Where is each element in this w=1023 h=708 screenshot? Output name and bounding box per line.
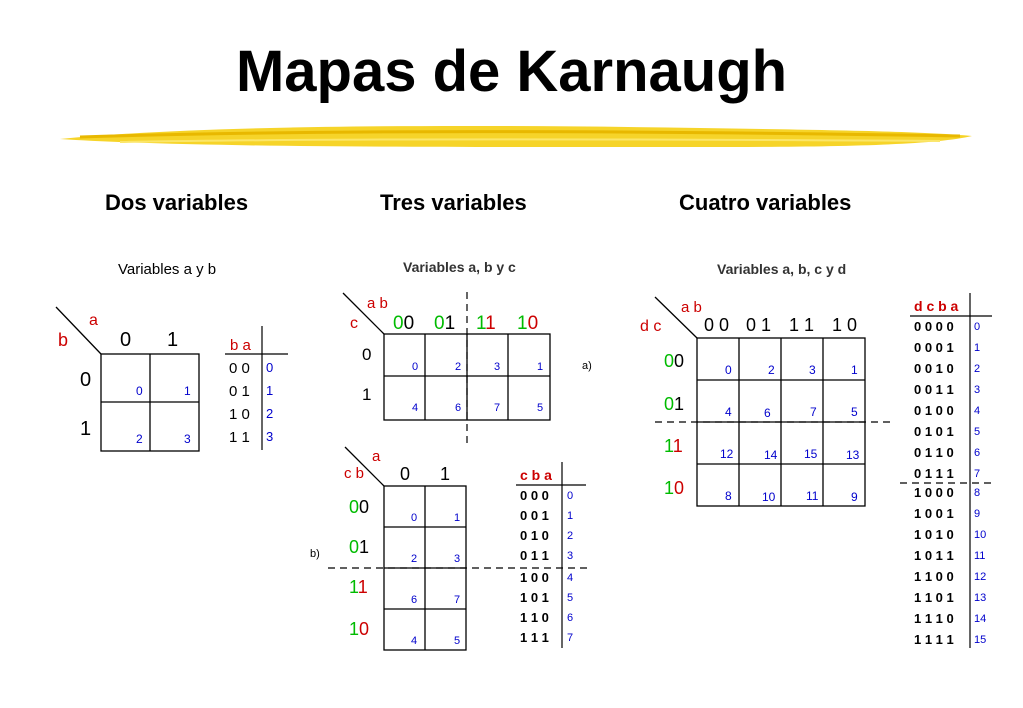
two-var-cell-index: 1 <box>184 384 191 398</box>
three-var-a-cell-index: 0 <box>412 361 419 373</box>
three-var-a-left-variable: c <box>350 315 358 332</box>
two-var-row-head: 0 <box>80 369 92 391</box>
four-var-cell-index: 8 <box>725 489 732 503</box>
four-var-cell-index: 4 <box>725 405 732 419</box>
three-var-a-col-head: 10 <box>517 313 539 334</box>
three-var-table-bits: 0 0 1 <box>520 508 549 523</box>
four-var-table-bits: 1 1 1 0 <box>914 611 954 626</box>
four-var-table-bits: 0 1 0 1 <box>914 424 954 439</box>
three-var-table-index: 5 <box>567 592 574 604</box>
four-var-table-bits: 0 1 1 0 <box>914 445 954 460</box>
four-var-top-variable: a b <box>681 299 702 316</box>
three-var-b-cell-index: 0 <box>411 512 418 524</box>
four-var-cell-index: 7 <box>810 405 817 419</box>
three-var-b-label: b) <box>310 548 320 560</box>
three-var-table-index: 0 <box>567 490 574 502</box>
four-var-table-index: 15 <box>974 634 987 646</box>
four-var-table-index: 13 <box>974 592 987 604</box>
two-var-left-variable: b <box>58 330 69 350</box>
four-var-table-index: 5 <box>974 426 981 438</box>
three-var-table-index: 1 <box>567 510 574 522</box>
four-var-row-head: 11 <box>664 436 683 456</box>
four-var-col-head: 0 1 <box>746 315 772 335</box>
three-var-b-cell-index: 5 <box>454 635 461 647</box>
four-var-table-bits: 0 0 0 1 <box>914 340 954 355</box>
two-var-col-head: 0 <box>120 329 132 351</box>
two-var-table-bits: 1 0 <box>229 406 250 423</box>
three-var-b-cell-index: 6 <box>411 594 418 606</box>
three-var-table-index: 7 <box>567 632 574 644</box>
header-four-variables: Cuatro variables <box>679 190 852 215</box>
four-var-cell-index: 15 <box>804 447 818 461</box>
two-var-table-index: 3 <box>266 429 274 444</box>
two-var-table-header: b a <box>230 337 251 354</box>
four-var-cell-index: 10 <box>762 490 776 504</box>
two-var-col-head: 1 <box>167 329 179 351</box>
four-var-cell-index: 0 <box>725 363 732 377</box>
four-var-table-index: 10 <box>974 529 987 541</box>
three-var-table-bits: 1 1 0 <box>520 610 549 625</box>
slide-title: Mapas de Karnaugh <box>235 39 788 104</box>
three-var-table-index: 4 <box>567 572 574 584</box>
four-var-row-head: 00 <box>664 351 685 371</box>
three-var-table-bits: 0 0 0 <box>520 488 549 503</box>
three-var-table-index: 3 <box>567 550 574 562</box>
three-var-a-label: a) <box>582 360 592 372</box>
three-var-b-cell-index: 7 <box>454 594 461 606</box>
three-var-a-row-head: 1 <box>362 385 372 404</box>
four-var-table-bits: 1 0 1 1 <box>914 548 954 563</box>
four-var-table-index: 11 <box>974 550 986 562</box>
three-var-a-top-variable: a b <box>367 295 388 312</box>
four-var-table-bits: 0 0 1 1 <box>914 382 954 397</box>
four-var-table-bits: 1 1 1 1 <box>914 632 954 647</box>
three-var-b-cell-index: 2 <box>411 553 418 565</box>
two-var-caption: Variables a y b <box>118 261 217 278</box>
three-var-a-col-head: 00 <box>393 313 415 334</box>
four-var-left-variable: d c <box>640 318 662 335</box>
four-var-col-head: 0 0 <box>704 315 730 335</box>
four-var-table-bits: 1 0 0 1 <box>914 506 954 521</box>
three-var-b-col-head: 0 <box>400 464 411 484</box>
three-var-a-row-head: 0 <box>362 345 372 364</box>
four-var-table-index: 3 <box>974 384 981 396</box>
four-var-table-index: 2 <box>974 363 981 375</box>
four-var-table-index: 4 <box>974 405 981 417</box>
three-var-a-cell-index: 6 <box>455 402 462 414</box>
four-var-cell-index: 3 <box>809 363 816 377</box>
three-var-a-cell-index: 2 <box>455 361 462 373</box>
three-var-b-top-variable: a <box>372 448 381 465</box>
header-three-variables: Tres variables <box>380 190 527 215</box>
three-var-table-bits: 1 1 1 <box>520 630 549 645</box>
three-var-b-cell-index: 1 <box>454 512 461 524</box>
four-var-table-bits: 1 0 1 0 <box>914 527 954 542</box>
three-var-b-row-head: 10 <box>349 619 370 639</box>
four-var-cell-index: 14 <box>764 448 778 462</box>
three-var-a-cell-index: 5 <box>537 402 544 414</box>
four-var-table-index: 6 <box>974 447 981 459</box>
four-var-cell-index: 6 <box>764 406 771 420</box>
four-var-table-bits: 1 1 0 1 <box>914 590 954 605</box>
four-var-table-bits: 0 1 0 0 <box>914 403 954 418</box>
three-var-table-header: c b a <box>520 467 552 483</box>
three-var-table-bits: 1 0 1 <box>520 590 549 605</box>
four-var-table-index: 12 <box>974 571 987 583</box>
three-var-table-bits: 0 1 0 <box>520 528 549 543</box>
three-var-a-cell-index: 7 <box>494 402 501 414</box>
four-var-table-index: 1 <box>974 342 981 354</box>
four-var-caption: Variables a, b, c y d <box>717 261 847 277</box>
two-var-table-index: 0 <box>266 360 274 375</box>
four-var-col-head: 1 0 <box>832 315 858 335</box>
four-var-row-head: 10 <box>664 478 685 498</box>
two-var-row-head: 1 <box>80 418 92 440</box>
two-var-cell-index: 3 <box>184 432 191 446</box>
four-var-table-index: 8 <box>974 487 981 499</box>
three-var-b-row-head: 00 <box>349 497 370 517</box>
four-var-cell-index: 13 <box>846 448 860 462</box>
three-var-table-index: 2 <box>567 530 574 542</box>
four-var-cell-index: 12 <box>720 447 734 461</box>
three-var-b-row-head: 01 <box>349 537 370 557</box>
three-var-a-col-head: 01 <box>434 313 456 334</box>
four-var-cell-index: 5 <box>851 405 858 419</box>
four-var-table-index: 0 <box>974 321 981 333</box>
three-var-b-cell-index: 4 <box>411 635 418 647</box>
three-var-a-cell-index: 1 <box>537 361 544 373</box>
three-var-table-bits: 1 0 0 <box>520 570 549 585</box>
four-var-cell-index: 9 <box>851 490 858 504</box>
two-var-cell-index: 2 <box>136 432 143 446</box>
four-var-cell-index: 2 <box>768 363 775 377</box>
three-var-a-cell-index: 3 <box>494 361 501 373</box>
four-var-table-bits: 1 1 0 0 <box>914 569 954 584</box>
four-var-table-bits: 1 0 0 0 <box>914 485 954 500</box>
four-var-table-bits: 0 0 0 0 <box>914 319 954 334</box>
four-var-col-head: 1 1 <box>789 315 815 335</box>
four-var-cell-index: 1 <box>851 363 858 377</box>
header-two-variables: Dos variables <box>105 190 249 215</box>
three-var-table-bits: 0 1 1 <box>520 548 549 563</box>
three-var-a-cell-index: 4 <box>412 402 419 414</box>
two-var-cell-index: 0 <box>136 384 143 398</box>
two-var-table-bits: 0 1 <box>229 383 250 400</box>
three-var-b-col-head: 1 <box>440 464 451 484</box>
two-var-table-index: 2 <box>266 406 274 421</box>
three-var-a-col-head: 11 <box>476 313 496 334</box>
three-var-b-left-variable: c b <box>344 465 365 482</box>
two-var-table-bits: 1 1 <box>229 429 250 446</box>
two-var-top-variable: a <box>89 312 98 329</box>
four-var-table-index: 14 <box>974 613 987 625</box>
three-var-caption: Variables a, b y c <box>403 259 516 275</box>
two-var-table-bits: 0 0 <box>229 360 250 377</box>
four-var-cell-index: 11 <box>806 489 819 503</box>
four-var-table-bits: 0 1 1 1 <box>914 466 954 481</box>
three-var-b-row-head: 11 <box>349 577 368 597</box>
three-var-table-index: 6 <box>567 612 574 624</box>
two-var-table-index: 1 <box>266 383 274 398</box>
four-var-table-index: 7 <box>974 468 981 480</box>
four-var-table-index: 9 <box>974 508 981 520</box>
four-var-table-bits: 0 0 1 0 <box>914 361 954 376</box>
four-var-row-head: 01 <box>664 394 685 414</box>
three-var-b-cell-index: 3 <box>454 553 461 565</box>
four-var-table-header: d c b a <box>914 298 959 314</box>
